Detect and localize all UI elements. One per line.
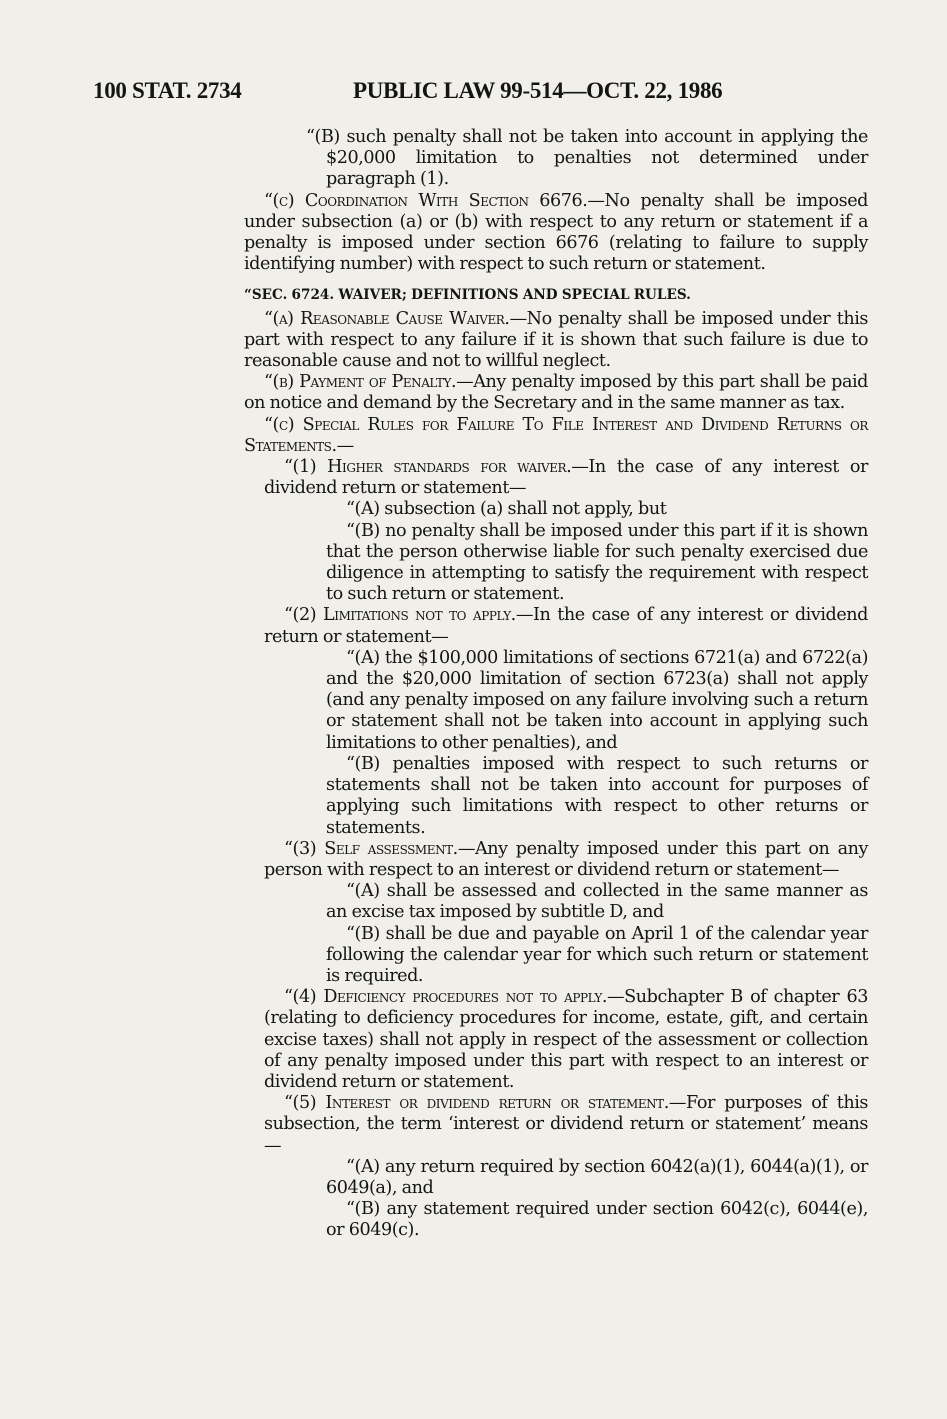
paragraph-text: —In the case of any interest or dividend return or statement— xyxy=(264,457,868,499)
subparagraph-3-B: “(B) shall be due and payable on April 1 of the calendar year following the calendar year for which such return or statement is required. xyxy=(326,923,868,986)
subsection-text: —Any penalty imposed by this part shall be paid on notice and demand by the Secretary and in the same manner as tax. xyxy=(244,372,868,414)
subsection-heading: “(c) Coordination With Section 6676. xyxy=(264,190,588,211)
subparagraph-5-A: “(A) any return required by section 6042(a)(1), 6044(a)(1), or 6049(a), and xyxy=(326,1156,868,1198)
paragraph-5-definition xyxy=(244,1093,868,1157)
subsection-b-payment xyxy=(244,372,868,414)
paragraph-heading: “(1) Higher standards for waiver. xyxy=(284,457,572,478)
law-reference: PUBLIC LAW 99-514—OCT. 22, 1986 xyxy=(353,78,723,103)
paragraph-4-deficiency xyxy=(244,987,868,1093)
paragraph-heading: “(4) Deficiency procedures not to apply. xyxy=(284,987,608,1008)
statute-text xyxy=(244,127,868,1242)
page-reference: 100 STAT. 2734 xyxy=(93,78,242,103)
subsection-heading: “(c) Special Rules for Failure To File Interest and Dividend Returns or Statements. xyxy=(244,414,868,456)
subparagraph-3-A: “(A) shall be assessed and collected in the same manner as an excise tax imposed by subtitle D, and xyxy=(326,881,868,923)
subparagraph-1-B: “(B) no penalty shall be imposed under this part if it is shown that the person otherwise liable for such penalty exercised due diligence in attempting to satisfy the requirement with respect to such return or statement. xyxy=(326,520,868,605)
paragraph-1-higher-standards xyxy=(244,457,868,499)
subsection-a-reasonable-cause xyxy=(244,309,868,373)
subsection-text: — xyxy=(336,435,354,456)
paragraph-c-2-B: “(B) such penalty shall not be taken into account in applying the $20,000 limitation to penalties not determined under paragraph (1). xyxy=(306,127,868,190)
paragraph-text: —For purposes of this subsection, the term ‘interest or dividend return or statement’ means— xyxy=(264,1093,868,1156)
paragraph-text: —Any penalty imposed under this part on any person with respect to an interest or dividend return or statement— xyxy=(264,838,868,880)
section-heading: “SEC. 6724. WAIVER; DEFINITIONS AND SPECIAL RULES. xyxy=(244,287,691,304)
subsection-heading: “(b) Payment of Penalty. xyxy=(264,372,457,393)
subsection-c-coordination xyxy=(244,191,868,276)
paragraph-2-limitations xyxy=(244,605,868,647)
subparagraph-5-B: “(B) any statement required under section 6042(c), 6044(e), or 6049(c). xyxy=(326,1199,868,1241)
paragraph-text: —Subchapter B of chapter 63 (relating to deficiency procedures for income, estate, gift, and certain excise taxes) shall not apply in respect of the assessment or collection of any penalty imposed under this part with respect to an interest or dividend return or statement. xyxy=(264,987,868,1092)
subparagraph-2-A: “(A) the $100,000 limitations of sections 6721(a) and 6722(a) and the $20,000 limitation of section 6723(a) shall not apply (and any penalty imposed on any failure involving such a return or statement shall not be taken into account in applying such limitations to other penalties), and xyxy=(326,647,868,753)
subsection-c-special-rules xyxy=(244,415,868,457)
subparagraph-1-A: “(A) subsection (a) shall not apply, but xyxy=(346,499,667,520)
paragraph-text: —In the case of any interest or dividend return or statement— xyxy=(264,605,868,647)
paragraph-3-self-assessment xyxy=(244,839,868,881)
subsection-text: —No penalty shall be imposed under this part with respect to any failure if it is shown that such failure is due to reasonable cause and not to willful neglect. xyxy=(244,308,868,372)
paragraph-heading: “(3) Self assessment. xyxy=(284,838,458,859)
paragraph-heading: “(5) Interest or dividend return or statement. xyxy=(284,1093,669,1114)
subparagraph-2-B: “(B) penalties imposed with respect to such returns or statements shall not be taken into account for purposes of applying such limitations with respect to other returns or statements. xyxy=(326,753,868,838)
subsection-heading: “(a) Reasonable Cause Waiver. xyxy=(264,308,510,329)
paragraph-heading: “(2) Limitations not to apply. xyxy=(284,605,516,626)
subsection-text: —No penalty shall be imposed under subsection (a) or (b) with respect to any return or statement if a penalty is imposed under section 6676 (relating to failure to supply identifying number) with respect to such return or statement. xyxy=(244,190,868,275)
